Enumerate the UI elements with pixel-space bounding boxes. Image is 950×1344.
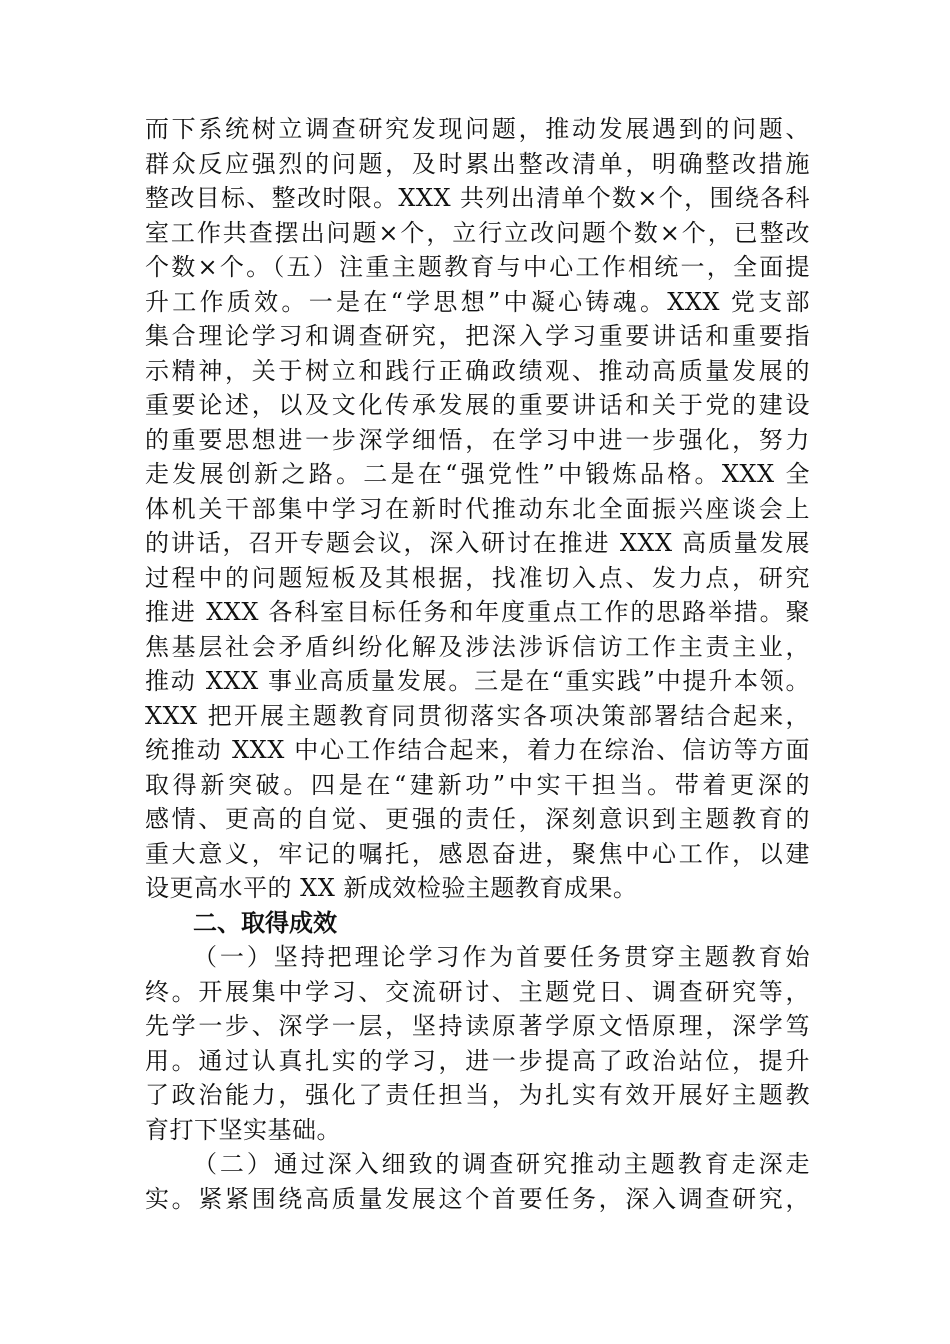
text-line: 实。紧紧围绕高质量发展这个首要任务，深入调查研究， [145, 1184, 810, 1213]
text-line: 推动 XXX 事业高质量发展。三是在“重实践”中提升本领。 [145, 667, 810, 695]
text-line: 终。开展集中学习、交流研讨、主题党日、调查研究等， [145, 977, 810, 1006]
text-line: 的讲话，召开专题会议，深入研讨在推进 XXX 高质量发展 [145, 529, 810, 557]
text-line: 体机关干部集中学习在新时代推动东北全面振兴座谈会上 [145, 494, 810, 523]
text-line: 取得新突破。四是在“建新功”中实干担当。带着更深的 [145, 770, 810, 799]
text-line: 群众反应强烈的问题，及时累出整改清单，明确整改措施 [145, 149, 810, 178]
text-line: 整改目标、整改时限。XXX 共列出清单个数×个，围绕各科 [145, 184, 810, 212]
section-heading: 二、取得成效 [193, 908, 337, 937]
text-line: 先学一步、深学一层，坚持读原著学原文悟原理，深学笃 [145, 1012, 810, 1040]
text-line: 重要论述，以及文化传承发展的重要讲话和关于党的建设 [145, 391, 810, 419]
text-line: 育打下坚实基础。 [145, 1115, 341, 1144]
text-line: 统推动 XXX 中心工作结合起来，着力在综治、信访等方面 [145, 736, 810, 764]
paragraph-2 [145, 940, 810, 1147]
text-line: 升工作质效。一是在“学思想”中凝心铸魂。XXX 党支部 [145, 287, 810, 316]
text-line: 推进 XXX 各科室目标任务和年度重点工作的思路举措。聚 [145, 598, 810, 626]
text-line: 个数×个。（五）注重主题教育与中心工作相统一，全面提 [145, 253, 810, 281]
text-line: 走发展创新之路。二是在“强党性”中锻炼品格。XXX 全 [145, 460, 810, 488]
text-line: （二）通过深入细致的调查研究推动主题教育走深走 [193, 1150, 810, 1178]
text-line: 示精神，关于树立和践行正确政绩观、推动高质量发展的 [145, 356, 810, 385]
text-line: 设更高水平的 XX 新成效检验主题教育成果。 [145, 874, 638, 902]
text-line: （一）坚持把理论学习作为首要任务贯穿主题教育始 [193, 943, 810, 971]
text-line: XXX 把开展主题教育同贯彻落实各项决策部署结合起来， [145, 701, 810, 730]
text-line: 感情、更高的自觉、更强的责任，深刻意识到主题教育的 [145, 805, 810, 833]
paragraph-1 [145, 112, 810, 906]
text-line: 重大意义，牢记的嘱托，感恩奋进，聚焦中心工作，以建 [145, 839, 810, 868]
text-line: 焦基层社会矛盾纠纷化解及涉法涉诉信访工作主责主业， [145, 632, 810, 661]
text-line: 用。通过认真扎实的学习，进一步提高了政治站位，提升 [145, 1046, 810, 1075]
text-line: 室工作共查摆出问题×个，立行立改问题个数×个，已整改 [145, 218, 810, 247]
text-line: 的重要思想进一步深学细悟，在学习中进一步强化，努力 [145, 425, 810, 454]
text-line: 了政治能力，强化了责任担当，为扎实有效开展好主题教 [145, 1081, 810, 1109]
text-line: 集合理论学习和调查研究，把深入学习重要讲话和重要指 [145, 322, 810, 350]
text-line: 而下系统树立调查研究发现问题，推动发展遇到的问题、 [145, 115, 810, 143]
text-line: 过程中的问题短板及其根据，找准切入点、发力点，研究 [145, 563, 810, 592]
document-body [145, 112, 810, 1216]
paragraph-3 [145, 1147, 810, 1216]
